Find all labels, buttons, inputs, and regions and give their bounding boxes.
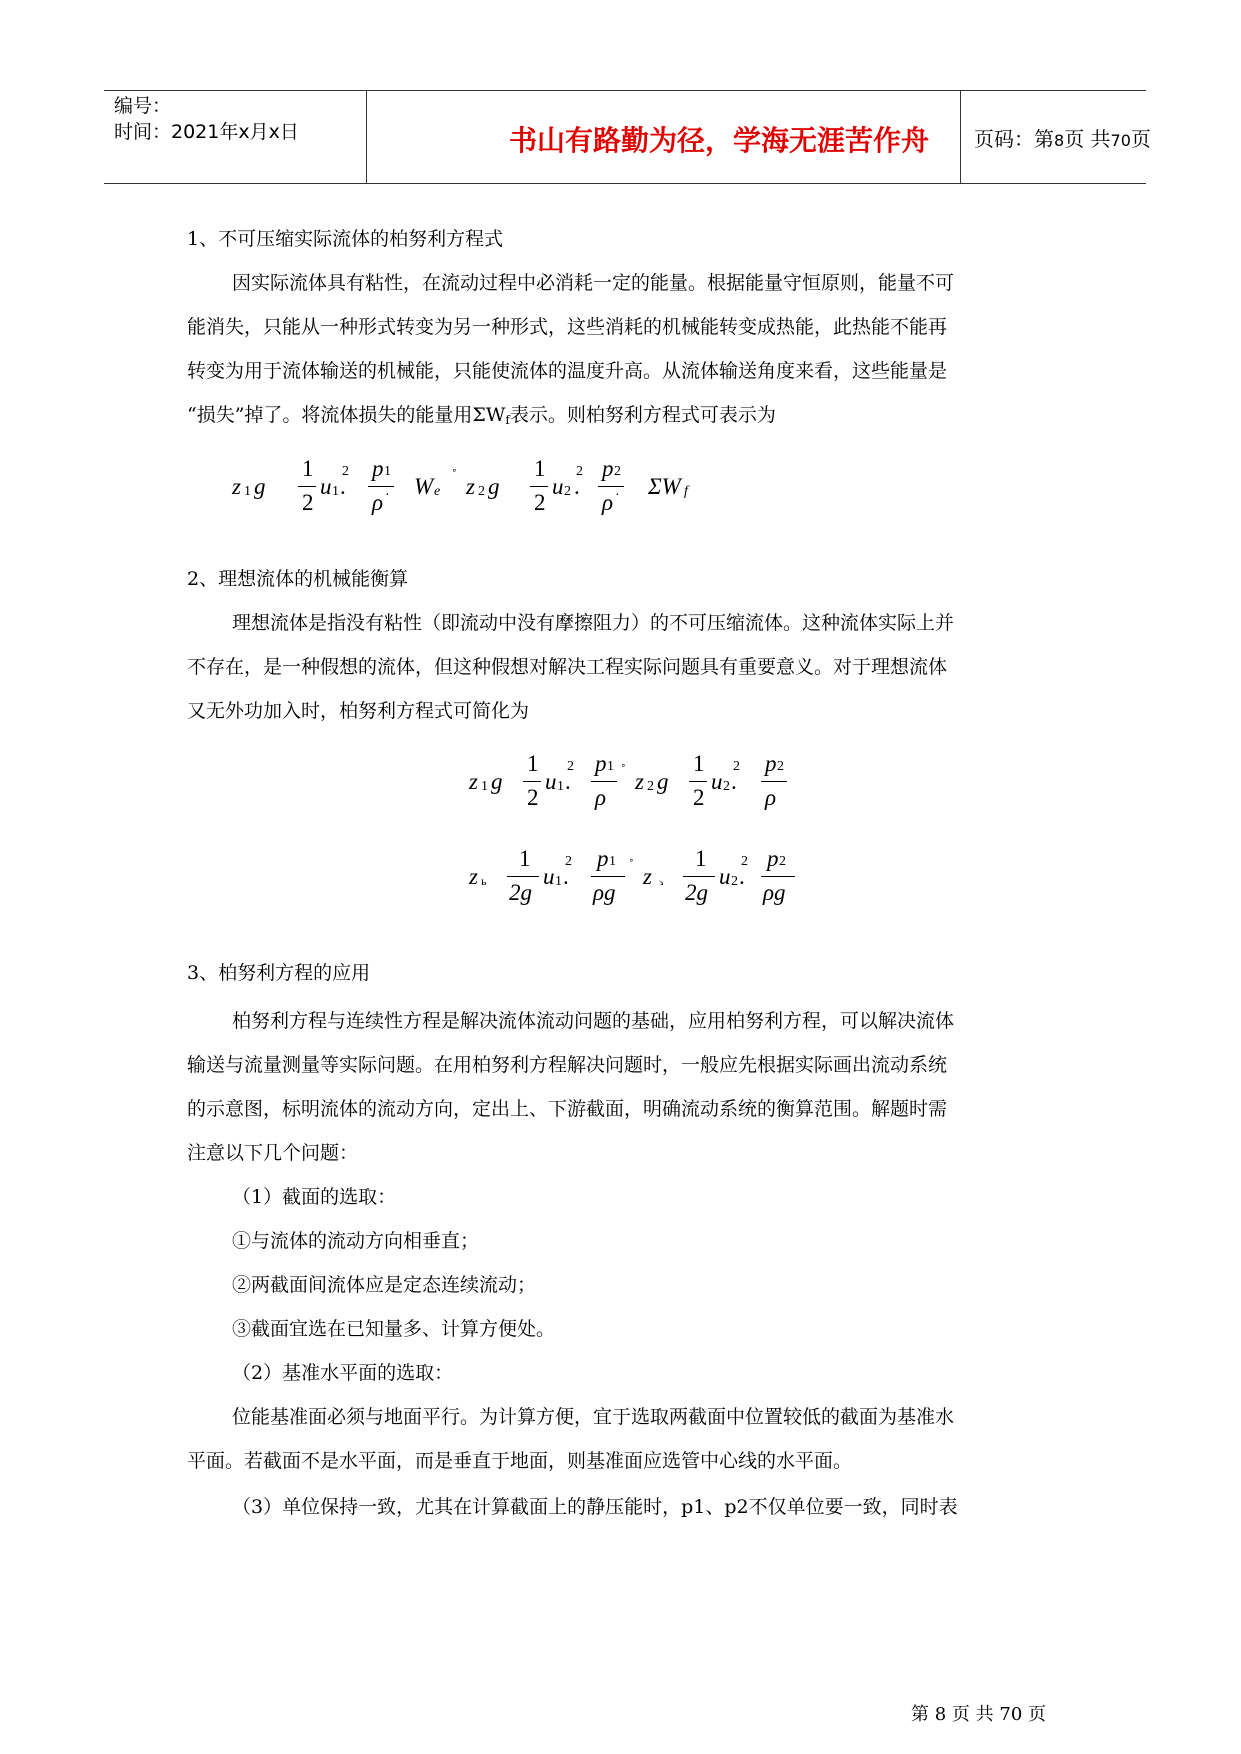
list-item: （3）单位保持一致，尤其在计算截面上的静压能时，p1、p2不仅单位要一致，同时表	[232, 1496, 958, 1518]
formula-dot: .	[565, 769, 571, 794]
text-run: 表示。则柏努利方程式可表示为	[509, 404, 776, 426]
formula-subscript: ゝ	[655, 876, 668, 890]
header-meta	[114, 93, 299, 145]
formula-symbol: z	[232, 474, 241, 499]
header-divider-right	[960, 91, 961, 183]
formula-symbol: z	[466, 474, 475, 499]
formula-superscript: 2	[741, 854, 748, 869]
text-run: “损失”掉了。将流体损失的能量用ΣW	[187, 404, 506, 426]
header-motto: 书山有路勤为径，学海无涯苦作舟	[508, 124, 929, 157]
formula-numerator: 1	[519, 846, 531, 871]
paragraph-line: 柏努利方程与连续性方程是解决流体流动问题的基础，应用柏努利方程，可以解决流体	[232, 1010, 955, 1032]
paragraph-line: 位能基准面必须与地面平行。为计算方便，宜于选取两截面中位置较低的截面为基准水	[232, 1406, 955, 1428]
formula-subscript: ь	[481, 874, 487, 888]
formula-equals-glyph: ˚	[629, 858, 634, 873]
paragraph-line: 理想流体是指没有粘性（即流动中没有摩擦阻力）的不可压缩流体。这种流体实际上并	[232, 612, 955, 634]
formula-numerator: p	[767, 846, 779, 871]
formula-numerator: p	[602, 456, 614, 481]
formula-dot: ·	[385, 488, 390, 503]
formula-symbol: z	[635, 769, 644, 794]
paragraph-line: 又无外功加入时，柏努利方程式可简化为	[187, 700, 530, 722]
fraction-bar	[298, 486, 316, 487]
formula-subscript: f	[684, 484, 688, 499]
formula-denominator: 2g	[509, 880, 532, 905]
paragraph-line: 不存在，是一种假想的流体，但这种假想对解决工程实际问题具有重要意义。对于理想流体	[187, 656, 948, 678]
formula-superscript: 2	[565, 854, 572, 869]
paragraph-line: 平面。若截面不是水平面，而是垂直于地面，则基准面应选管中心线的水平面。	[187, 1450, 853, 1472]
formula-subscript: 2	[614, 464, 621, 479]
formula-subscript: 2	[478, 484, 485, 499]
fraction-bar	[761, 876, 795, 877]
formula-symbol: g	[657, 769, 669, 794]
formula-bernoulli-ideal	[469, 751, 829, 827]
formula-numerator: 1	[302, 456, 314, 481]
formula-denominator: ρ	[602, 490, 614, 515]
fraction-bar	[598, 486, 624, 487]
page-total: 70	[1110, 131, 1131, 150]
formula-denominator: 2	[693, 785, 705, 810]
formula-denominator: 2g	[685, 880, 708, 905]
formula-symbol: z	[643, 864, 652, 889]
formula-bernoulli-real	[232, 456, 712, 532]
page-header	[104, 90, 1151, 184]
doc-code-label: 编号：	[114, 95, 172, 117]
section-1-title: 1、不可压缩实际流体的柏努利方程式	[187, 228, 504, 250]
formula-numerator: p	[372, 456, 384, 481]
formula-subscript: 2	[723, 779, 730, 794]
formula-numerator: p	[765, 751, 777, 776]
formula-symbol: u	[543, 864, 555, 889]
formula-numerator: 1	[693, 751, 705, 776]
list-item: （2）基准水平面的选取：	[232, 1362, 454, 1384]
formula-numerator: 1	[534, 456, 546, 481]
fraction-bar	[368, 486, 394, 487]
formula-dot: .	[731, 769, 737, 794]
formula-bernoulli-head	[469, 846, 829, 922]
formula-symbol: g	[488, 474, 500, 499]
formula-symbol: u	[320, 474, 332, 499]
formula-symbol: u	[719, 864, 731, 889]
fraction-bar	[591, 876, 625, 877]
fraction-bar	[683, 876, 715, 877]
formula-subscript: 1	[557, 779, 564, 794]
formula-symbol: u	[545, 769, 557, 794]
formula-symbol: ΣW	[648, 474, 681, 499]
formula-denominator: 2	[527, 785, 539, 810]
formula-symbol: z	[469, 769, 478, 794]
formula-denominator: ρg	[763, 880, 786, 905]
fraction-bar	[761, 781, 787, 782]
formula-subscript: 1	[384, 464, 391, 479]
formula-superscript: 2	[342, 464, 349, 479]
paragraph-line: 的示意图，标明流体的流动方向，定出上、下游截面，明确流动系统的衡算范围。解题时需	[187, 1098, 948, 1120]
page-label-prefix: 页码：第	[974, 127, 1054, 151]
formula-symbol: W	[414, 474, 434, 499]
formula-symbol: g	[491, 769, 503, 794]
formula-denominator: 2	[302, 490, 314, 515]
fraction-bar	[523, 781, 541, 782]
list-item: （1）截面的选取：	[232, 1186, 397, 1208]
fraction-bar	[591, 781, 617, 782]
list-item: ③截面宜选在已知量多、计算方便处。	[232, 1318, 556, 1340]
page-number: 8	[1054, 131, 1065, 150]
formula-dot: .	[563, 864, 569, 889]
formula-subscript: 1	[332, 484, 339, 499]
paragraph-line: 输送与流量测量等实际问题。在用柏努利方程解决问题时，一般应先根据实际画出流动系统	[187, 1054, 948, 1076]
formula-subscript: 2	[731, 874, 738, 889]
page-label-mid: 页 共	[1064, 127, 1111, 151]
formula-symbol: u	[552, 474, 564, 499]
header-page-info	[974, 123, 1151, 152]
formula-numerator: 1	[695, 846, 707, 871]
fraction-bar	[507, 876, 539, 877]
fraction-bar	[530, 486, 548, 487]
header-divider-left	[366, 91, 367, 183]
formula-superscript: 2	[576, 464, 583, 479]
formula-symbol: u	[711, 769, 723, 794]
formula-denominator: 2	[534, 490, 546, 515]
formula-subscript: 1	[609, 854, 616, 869]
formula-denominator: ρ	[765, 785, 777, 810]
paragraph-line: 因实际流体具有粘性，在流动过程中必消耗一定的能量。根据能量守恒原则，能量不可	[232, 272, 955, 294]
formula-subscript: 1	[555, 874, 562, 889]
doc-time-label: 时间：2021年x月x日	[114, 121, 299, 143]
paragraph-line: 转变为用于流体输送的机械能，只能使流体的温度升高。从流体输送角度来看，这些能量是	[187, 360, 948, 382]
formula-subscript: 2	[564, 484, 571, 499]
formula-numerator: p	[597, 846, 609, 871]
section-2-title: 2、理想流体的机械能衡算	[187, 568, 409, 590]
list-item: ②两截面间流体应是定态连续流动；	[232, 1274, 537, 1296]
list-item: ①与流体的流动方向相垂直；	[232, 1230, 480, 1252]
section-3-title: 3、柏努利方程的应用	[187, 962, 371, 984]
formula-subscript: 2	[779, 854, 786, 869]
formula-dot: ·	[615, 488, 620, 503]
formula-numerator: p	[595, 751, 607, 776]
formula-subscript: e	[434, 484, 441, 499]
formula-superscript: 2	[567, 759, 574, 774]
paragraph-line	[187, 400, 776, 427]
formula-subscript: 1	[481, 779, 488, 794]
page-footer: 第 8 页 共 70 页	[911, 1704, 1046, 1725]
formula-denominator: ρ	[595, 785, 607, 810]
fraction-bar	[689, 781, 707, 782]
subscript: f	[505, 413, 510, 427]
paragraph-line: 能消失，只能从一种形式转变为另一种形式，这些消耗的机械能转变成热能，此热能不能再	[187, 316, 948, 338]
formula-dot: .	[340, 474, 346, 499]
formula-superscript: 2	[733, 759, 740, 774]
formula-subscript: 1	[244, 484, 251, 499]
formula-equals-glyph: ˚	[621, 763, 626, 778]
formula-symbol: z	[469, 864, 478, 889]
formula-denominator: ρg	[593, 880, 616, 905]
formula-denominator: ρ	[372, 490, 384, 515]
formula-subscript: 1	[607, 759, 614, 774]
formula-equals-glyph: ˚	[452, 468, 457, 483]
formula-dot: .	[739, 864, 745, 889]
formula-symbol: g	[254, 474, 266, 499]
formula-numerator: 1	[527, 751, 539, 776]
page-label-suffix: 页	[1130, 127, 1151, 151]
formula-subscript: 2	[647, 779, 654, 794]
paragraph-line: 注意以下几个问题：	[187, 1142, 359, 1164]
formula-subscript: 2	[777, 759, 784, 774]
formula-dot: .	[574, 474, 580, 499]
